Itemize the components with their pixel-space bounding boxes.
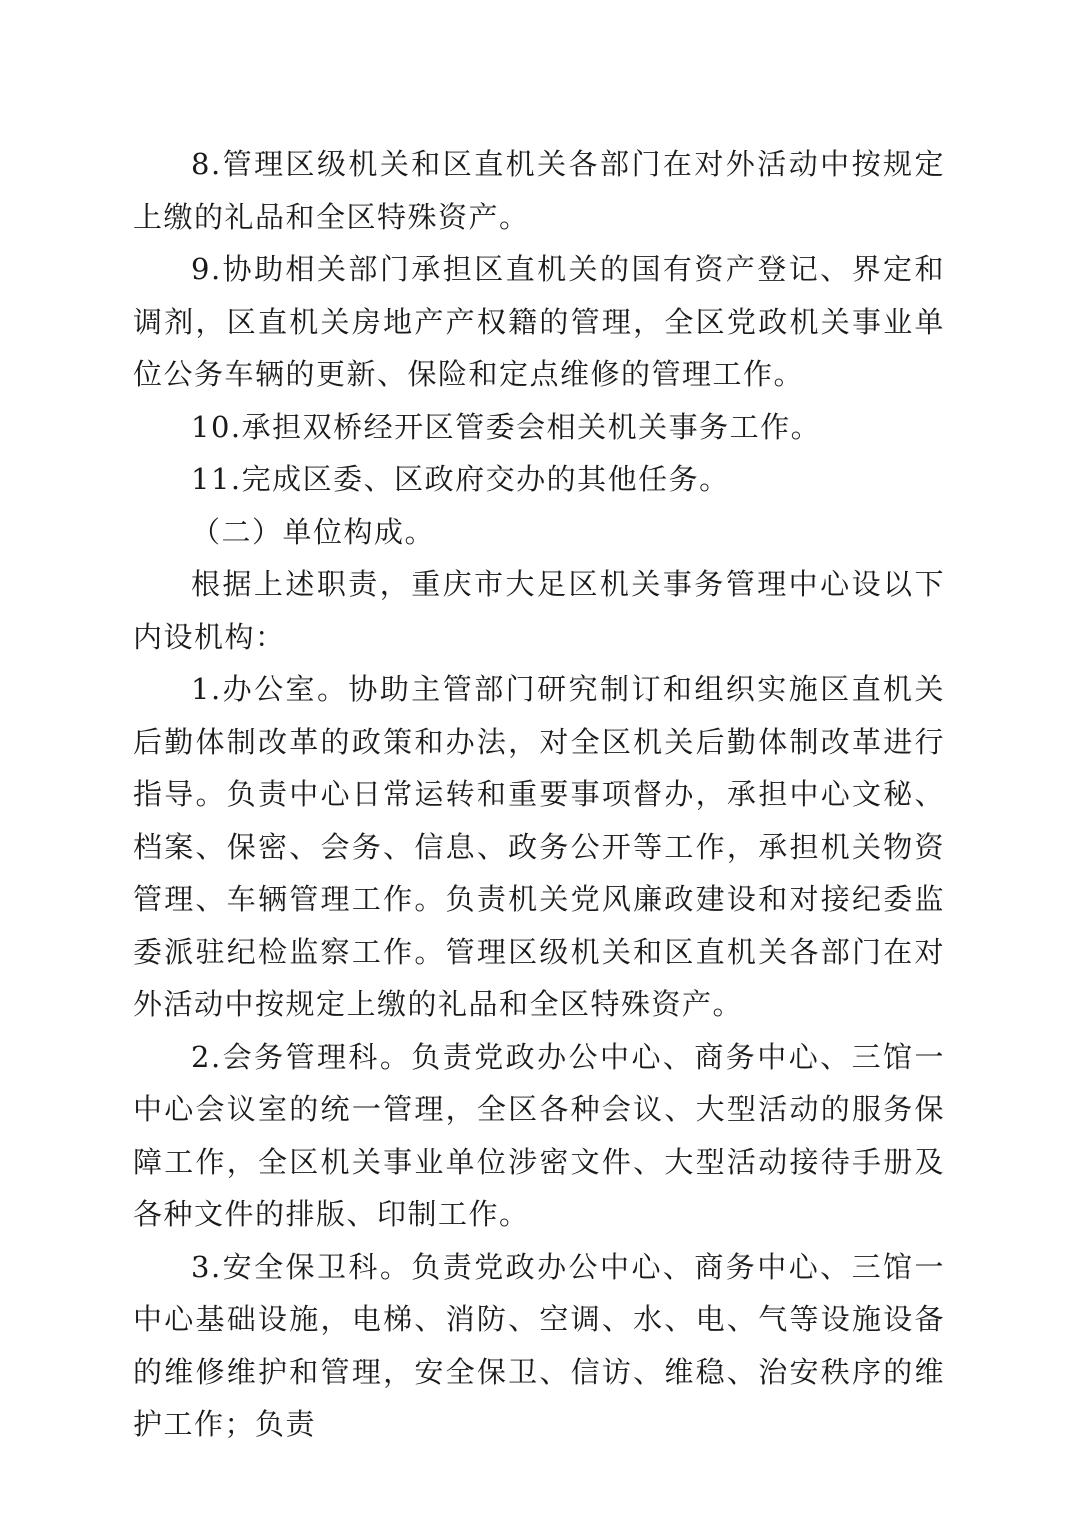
paragraph-unit-security: 3.安全保卫科。负责党政办公中心、商务中心、三馆一中心基础设施，电梯、消防、空调、水、电、气等设施设备的维修维护和管理，安全保卫、信访、维稳、治安秩序的维护工作；负责 [133,1249,945,1441]
paragraph-item-9: 9.协助相关部门承担区直机关的国有资产登记、界定和调剂，区直机关房地产产权籍的管理，全区党政机关事业单位公务车辆的更新、保险和定点维修的管理工作。 [133,252,945,391]
paragraph-unit-conference: 2.会务管理科。负责党政办公中心、商务中心、三馆一中心会议室的统一管理，全区各种会议、大型活动的服务保障工作，全区机关事业单位涉密文件、大型活动接待手册及各种文件的排版、印制工作。 [133,1039,945,1231]
paragraph-item-11: 11.完成区委、区政府交办的其他任务。 [191,462,730,496]
section-heading-unit-composition: （二）单位构成。 [191,514,436,549]
paragraph-item-10: 10.承担双桥经开区管委会相关机关事务工作。 [191,409,822,444]
paragraph-item-8: 8.管理区级机关和区直机关各部门在对外活动中按规定上缴的礼品和全区特殊资产。 [133,147,945,234]
paragraph-intro-internal-units: 根据上述职责，重庆市大足区机关事务管理中心设以下内设机构： [133,567,945,654]
body-text [133,138,945,1451]
paragraph-unit-office: 1.办公室。协助主管部门研究制订和组织实施区直机关后勤体制改革的政策和办法，对全区机关后勤体制改革进行指导。负责中心日常运转和重要事项督办，承担中心文秘、档案、保密、会务、信息、政务公开等工作，承担机关物资管理、车辆管理工作。负责机关党风廉政建设和对接纪委监委派驻纪检监察工作。管理区级机关和区直机关各部门在对外活动中按规定上缴的礼品和全区特殊资产。 [133,672,945,1021]
